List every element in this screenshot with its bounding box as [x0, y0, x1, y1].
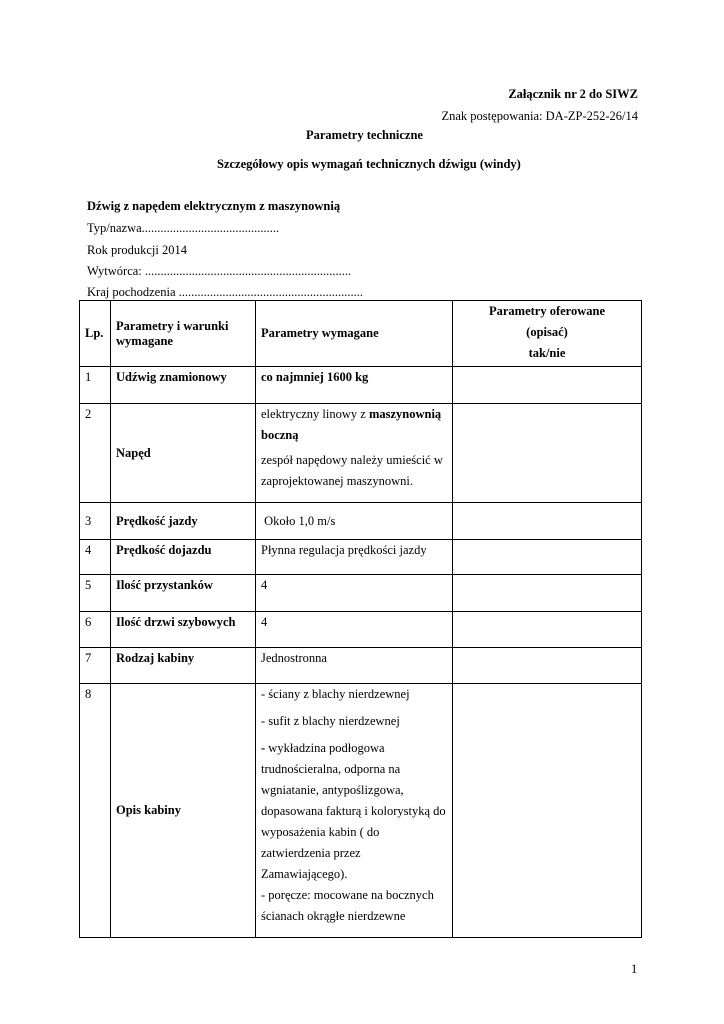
- table-row: [80, 575, 642, 612]
- row-number: 1: [80, 367, 111, 404]
- table-row: [80, 367, 642, 404]
- row-offered-value: [453, 612, 642, 648]
- row-offered-value: [453, 575, 642, 612]
- table-row: [80, 503, 642, 540]
- row-number: 6: [80, 612, 111, 648]
- section-heading: Dźwig z napędem elektrycznym z maszynownią: [87, 199, 341, 213]
- row-parameter-name: Ilość przystanków: [111, 575, 256, 612]
- row-parameter-name: Prędkość jazdy: [111, 503, 256, 540]
- production-year-field: Rok produkcji 2014: [87, 243, 187, 257]
- row-number: 8: [80, 684, 111, 938]
- header-lp: Lp.: [80, 301, 111, 367]
- row-offered-value: [453, 648, 642, 684]
- table-row: [80, 404, 642, 503]
- manufacturer-field: Wytwórca: ..................................................................: [87, 264, 352, 278]
- row-parameter-name: Rodzaj kabiny: [111, 648, 256, 684]
- document-title: Parametry techniczne: [306, 128, 423, 142]
- procurement-reference: Znak postępowania: DA-ZP-252-26/14: [441, 109, 638, 123]
- technical-parameters-table: [79, 300, 642, 938]
- row-required-value: Płynna regulacja prędkości jazdy: [256, 540, 453, 575]
- row-required-value: co najmniej 1600 kg: [256, 367, 453, 404]
- row-offered-value: [453, 367, 642, 404]
- header-parameters-conditions: Parametry i warunki wymagane: [111, 301, 256, 367]
- row-parameter-name: Prędkość dojazdu: [111, 540, 256, 575]
- attachment-label: Załącznik nr 2 do SIWZ: [508, 87, 638, 101]
- row-required-value: elektryczny linowy z maszynownią boczną zespół napędowy należy umieścić w zaprojektowanej maszynowni.: [256, 404, 453, 503]
- row-number: 4: [80, 540, 111, 575]
- table-row: [80, 540, 642, 575]
- row-number: 5: [80, 575, 111, 612]
- header-required-parameters: Parametry wymagane: [256, 301, 453, 367]
- row-required-value: 4: [256, 612, 453, 648]
- header-offered-parameters: Parametry oferowane (opisać) tak/nie: [453, 301, 642, 367]
- row-number: 7: [80, 648, 111, 684]
- row-parameter-name: Ilość drzwi szybowych: [111, 612, 256, 648]
- table-row: [80, 648, 642, 684]
- row-offered-value: [453, 684, 642, 938]
- table-header-row: [80, 301, 642, 367]
- row-required-value: Około 1,0 m/s: [256, 503, 453, 540]
- row-number: 2: [80, 404, 111, 503]
- row-parameter-name: Udźwig znamionowy: [111, 367, 256, 404]
- table-row: [80, 684, 642, 938]
- row-parameter-name: Opis kabiny: [111, 684, 256, 938]
- row-offered-value: [453, 404, 642, 503]
- row-offered-value: [453, 540, 642, 575]
- row-required-value: 4: [256, 575, 453, 612]
- row-parameter-name: Napęd: [111, 404, 256, 503]
- row-required-value: - ściany z blachy nierdzewnej - sufit z blachy nierdzewnej - wykładzina podłogowa trudnościeralna, odporna na wgniatanie, antypoślizgowa, dopasowana fakturą i kolorystyką do wyposażenia kabin ( do zatwierdzenia przez Zamawiającego). - poręcze: mocowane na bocznych ścianach okrągłe nierdzewne: [256, 684, 453, 938]
- country-of-origin-field: Kraj pochodzenia ...........................................................: [87, 285, 364, 299]
- document-subtitle: Szczegółowy opis wymagań technicznych dźwigu (windy): [217, 157, 521, 171]
- row-number: 3: [80, 503, 111, 540]
- row-required-value: Jednostronna: [256, 648, 453, 684]
- type-name-field: Typ/nazwa............................................: [87, 221, 280, 235]
- row-offered-value: [453, 503, 642, 540]
- table-row: [80, 612, 642, 648]
- page-number: 1: [631, 962, 638, 976]
